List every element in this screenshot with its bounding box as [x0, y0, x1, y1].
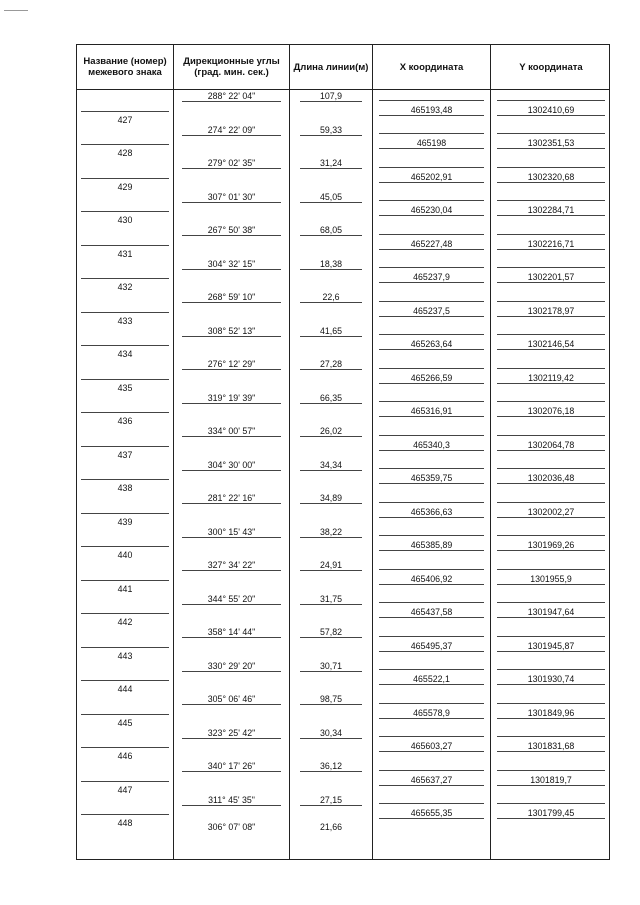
row-underline [497, 751, 605, 752]
row-underline [300, 470, 362, 471]
row-underline [182, 503, 281, 504]
row-underline [182, 202, 281, 203]
header-x-coordinate: X координата [399, 61, 464, 73]
row-underline [379, 703, 484, 704]
row-underline [497, 383, 605, 384]
x-coordinate-cell: 465406,92 [410, 573, 453, 584]
direction-angle-cell: 305° 06' 46" [207, 694, 256, 704]
row-underline [300, 403, 362, 404]
x-coordinate-cell: 465495,37 [410, 640, 453, 651]
row-underline [379, 483, 484, 484]
point-name-cell: 444 [117, 684, 133, 695]
header-line-length: Длина линии(м) [293, 61, 369, 73]
row-underline [379, 115, 484, 116]
line-length-cell: 36,12 [319, 761, 342, 771]
row-underline [379, 751, 484, 752]
y-coordinate-cell: 1302216,71 [527, 238, 575, 249]
row-underline [497, 617, 605, 618]
line-length-cell: 31,24 [319, 158, 342, 168]
row-underline [182, 369, 281, 370]
line-length-cell: 31,75 [319, 593, 342, 604]
row-underline [497, 450, 605, 451]
point-name-cell: 436 [117, 416, 133, 427]
row-underline [379, 383, 484, 384]
point-name-cell: 434 [117, 349, 133, 360]
point-name-cell: 442 [117, 617, 133, 628]
y-coordinate-cell: 1302351,53 [527, 138, 575, 149]
row-underline [300, 738, 362, 739]
y-coordinate-cell: 1302002,27 [527, 506, 575, 517]
line-length-cell: 18,38 [319, 258, 342, 269]
row-underline [379, 803, 484, 804]
row-underline [497, 416, 605, 417]
row-underline [497, 535, 605, 536]
row-underline [379, 334, 484, 335]
y-coordinate-cell: 1302178,97 [527, 305, 575, 316]
row-underline [497, 483, 605, 484]
row-underline [497, 785, 605, 786]
line-length-cell: 34,34 [319, 459, 342, 470]
row-underline [379, 249, 484, 250]
point-name-cell: 435 [117, 382, 133, 393]
direction-angle-cell: 334° 00' 57" [207, 426, 256, 436]
row-underline [81, 345, 169, 346]
point-name-cell: 443 [117, 650, 133, 661]
row-underline [497, 803, 605, 804]
row-underline [379, 234, 484, 235]
row-underline [379, 550, 484, 551]
row-underline [379, 435, 484, 436]
x-coordinate-cell: 465522,1 [413, 674, 450, 685]
row-underline [300, 235, 362, 236]
point-name-cell: 437 [117, 449, 133, 460]
direction-angle-cell: 323° 25' 42" [207, 727, 256, 738]
point-name-cell: 429 [117, 181, 133, 192]
y-coordinate-cell: 1301849,96 [527, 707, 575, 718]
row-underline [379, 736, 484, 737]
row-underline [379, 316, 484, 317]
direction-angle-cell: 306° 07' 08" [207, 822, 256, 832]
row-underline [497, 636, 605, 637]
line-length-cell: 21,66 [319, 822, 342, 832]
row-underline [81, 714, 169, 715]
direction-angle-cell: 279° 02' 35" [207, 158, 256, 168]
y-coordinate-cell: 1301930,74 [527, 674, 575, 685]
line-length-cell: 22,6 [322, 292, 340, 302]
row-underline [81, 580, 169, 581]
x-coordinate-cell: 465266,59 [410, 372, 453, 383]
row-underline [497, 349, 605, 350]
row-underline [497, 334, 605, 335]
row-underline [497, 133, 605, 134]
point-name-cell: 445 [117, 717, 133, 728]
row-underline [81, 111, 169, 112]
y-coordinate-cell: 1302064,78 [527, 439, 575, 450]
row-underline [379, 182, 484, 183]
row-underline [379, 785, 484, 786]
direction-angle-cell: 274° 22' 09" [207, 124, 256, 135]
direction-angle-cell: 319° 19' 39" [207, 392, 256, 403]
row-underline [300, 503, 362, 504]
x-coordinate-cell: 465316,91 [410, 406, 453, 417]
direction-angle-cell: 304° 32' 15" [207, 258, 256, 269]
y-coordinate-cell: 1302284,71 [527, 205, 575, 216]
row-underline [81, 814, 169, 815]
x-coordinate-cell: 465385,89 [410, 540, 453, 551]
row-underline [497, 267, 605, 268]
row-underline [497, 100, 605, 101]
row-underline [81, 312, 169, 313]
row-underline [379, 617, 484, 618]
row-underline [379, 215, 484, 216]
y-coordinate-cell: 1302410,69 [527, 104, 575, 115]
x-coordinate-cell: 465578,9 [413, 707, 450, 718]
direction-angle-cell: 358° 14' 44" [207, 627, 256, 637]
row-underline [300, 637, 362, 638]
direction-angle-cell: 281° 22' 16" [207, 493, 256, 503]
header-y-coordinate: Y координата [519, 61, 583, 73]
y-coordinate-cell: 1301831,68 [527, 741, 575, 752]
row-underline [300, 202, 362, 203]
row-underline [81, 479, 169, 480]
row-underline [379, 502, 484, 503]
row-underline [300, 135, 362, 136]
row-underline [497, 569, 605, 570]
direction-angle-cell: 330° 29' 20" [207, 660, 256, 671]
line-length-cell: 66,35 [319, 392, 342, 403]
row-underline [379, 133, 484, 134]
direction-angle-cell: 311° 45' 35" [208, 794, 255, 805]
row-underline [81, 144, 169, 145]
direction-angle-cell: 307° 01' 30" [207, 191, 256, 202]
row-underline [497, 703, 605, 704]
row-underline [300, 336, 362, 337]
y-coordinate-cell: 1302201,57 [527, 272, 575, 283]
row-underline [182, 637, 281, 638]
point-name-cell: 430 [117, 215, 133, 226]
direction-angle-cell: 276° 12' 29" [207, 359, 256, 369]
row-underline [81, 647, 169, 648]
line-length-cell: 45,05 [319, 191, 342, 202]
row-underline [182, 805, 281, 806]
point-name-cell: 431 [117, 248, 133, 259]
row-underline [379, 651, 484, 652]
row-underline [182, 235, 281, 236]
row-underline [497, 234, 605, 235]
row-underline [497, 368, 605, 369]
row-underline [379, 100, 484, 101]
x-coordinate-cell: 465227,48 [410, 238, 453, 249]
row-underline [182, 269, 281, 270]
direction-angle-cell: 308° 52' 13" [207, 325, 256, 336]
column-divider [490, 45, 491, 859]
row-underline [497, 200, 605, 201]
point-name-cell: 447 [117, 784, 133, 795]
row-underline [497, 115, 605, 116]
row-underline [497, 818, 605, 819]
row-underline [379, 636, 484, 637]
row-underline [497, 718, 605, 719]
line-length-cell: 107,9 [319, 91, 342, 101]
direction-angle-cell: 340° 17' 26" [207, 761, 256, 771]
y-coordinate-cell: 1302076,18 [527, 406, 575, 417]
row-underline [300, 302, 362, 303]
y-coordinate-cell: 1302320,68 [527, 171, 575, 182]
x-coordinate-cell: 465366,63 [410, 506, 453, 517]
row-underline [379, 684, 484, 685]
row-underline [497, 249, 605, 250]
row-underline [182, 704, 281, 705]
row-underline [182, 771, 281, 772]
direction-angle-cell: 300° 15' 43" [207, 526, 256, 537]
row-underline [379, 517, 484, 518]
direction-angle-cell: 268° 59' 10" [207, 292, 256, 302]
row-underline [81, 379, 169, 380]
row-underline [300, 570, 362, 571]
row-underline [497, 584, 605, 585]
row-underline [300, 537, 362, 538]
row-underline [379, 468, 484, 469]
point-name-cell: 432 [117, 282, 133, 293]
line-length-cell: 27,28 [319, 359, 342, 369]
row-underline [379, 818, 484, 819]
row-underline [497, 468, 605, 469]
x-coordinate-cell: 465202,91 [410, 171, 453, 182]
row-underline [81, 211, 169, 212]
row-underline [379, 167, 484, 168]
row-underline [497, 148, 605, 149]
row-underline [182, 738, 281, 739]
row-underline [497, 167, 605, 168]
direction-angle-cell: 288° 22' 04" [207, 91, 256, 101]
row-underline [497, 301, 605, 302]
x-coordinate-cell: 465359,75 [410, 473, 453, 484]
row-underline [497, 602, 605, 603]
row-underline [379, 148, 484, 149]
direction-angle-cell: 344° 55' 20" [207, 593, 256, 604]
row-underline [300, 269, 362, 270]
row-underline [497, 435, 605, 436]
point-name-cell: 446 [117, 751, 133, 762]
row-underline [182, 604, 281, 605]
row-underline [81, 412, 169, 413]
row-underline [300, 671, 362, 672]
line-length-cell: 24,91 [319, 560, 342, 570]
row-underline [497, 502, 605, 503]
row-underline [379, 368, 484, 369]
x-coordinate-cell: 465263,64 [410, 339, 453, 350]
row-underline [81, 747, 169, 748]
row-underline [300, 369, 362, 370]
x-coordinate-cell: 465237,9 [413, 272, 450, 283]
point-name-cell: 441 [117, 583, 133, 594]
row-underline [182, 403, 281, 404]
row-underline [497, 736, 605, 737]
line-length-cell: 34,89 [319, 493, 342, 503]
row-underline [379, 569, 484, 570]
row-underline [379, 282, 484, 283]
row-underline [182, 436, 281, 437]
x-coordinate-cell: 465198 [416, 138, 447, 149]
y-coordinate-cell: 1302119,42 [528, 372, 574, 383]
y-coordinate-cell: 1301945,87 [527, 640, 575, 651]
row-underline [379, 267, 484, 268]
row-underline [497, 401, 605, 402]
x-coordinate-cell: 465603,27 [410, 741, 453, 752]
row-underline [81, 613, 169, 614]
x-coordinate-cell: 465230,04 [410, 205, 453, 216]
line-length-cell: 57,82 [319, 627, 342, 637]
row-underline [497, 316, 605, 317]
row-underline [182, 302, 281, 303]
row-underline [497, 182, 605, 183]
row-underline [379, 584, 484, 585]
line-length-cell: 30,71 [319, 660, 342, 671]
row-underline [379, 301, 484, 302]
row-underline [300, 101, 362, 102]
row-underline [81, 781, 169, 782]
row-underline [81, 680, 169, 681]
y-coordinate-cell: 1301799,45 [527, 808, 575, 819]
row-underline [379, 535, 484, 536]
row-underline [81, 278, 169, 279]
y-coordinate-cell: 1301819,7 [530, 774, 572, 785]
row-underline [497, 669, 605, 670]
row-underline [497, 550, 605, 551]
row-underline [182, 135, 281, 136]
row-underline [379, 718, 484, 719]
line-length-cell: 98,75 [319, 694, 342, 704]
row-underline [497, 215, 605, 216]
row-underline [379, 401, 484, 402]
row-underline [300, 436, 362, 437]
y-coordinate-cell: 1301969,26 [527, 540, 575, 551]
row-underline [379, 349, 484, 350]
row-underline [81, 446, 169, 447]
x-coordinate-cell: 465437,58 [410, 607, 453, 618]
row-underline [497, 282, 605, 283]
row-underline [300, 704, 362, 705]
coordinates-table [76, 44, 610, 860]
point-name-cell: 433 [117, 315, 133, 326]
row-underline [379, 450, 484, 451]
x-coordinate-cell: 465340,3 [413, 439, 450, 450]
row-underline [182, 101, 281, 102]
point-name-cell: 438 [117, 483, 133, 494]
row-underline [81, 245, 169, 246]
row-underline [182, 336, 281, 337]
point-name-cell: 439 [117, 516, 133, 527]
row-underline [379, 602, 484, 603]
row-underline [497, 684, 605, 685]
column-divider [372, 45, 373, 859]
row-underline [182, 570, 281, 571]
row-underline [81, 513, 169, 514]
row-underline [497, 517, 605, 518]
row-underline [379, 770, 484, 771]
y-coordinate-cell: 1301947,64 [527, 607, 575, 618]
line-length-cell: 30,34 [319, 727, 342, 738]
point-name-cell: 440 [117, 550, 133, 561]
line-length-cell: 38,22 [319, 526, 342, 537]
row-underline [182, 470, 281, 471]
x-coordinate-cell: 465237,5 [413, 305, 450, 316]
x-coordinate-cell: 465193,48 [410, 104, 453, 115]
row-underline [379, 200, 484, 201]
header-point-name: Название (номер) межевого знака [83, 56, 167, 78]
y-coordinate-cell: 1302146,54 [527, 339, 575, 350]
row-underline [300, 771, 362, 772]
row-underline [182, 671, 281, 672]
line-length-cell: 26,02 [319, 426, 342, 436]
x-coordinate-cell: 465655,35 [410, 808, 453, 819]
point-name-cell: 427 [117, 114, 133, 125]
header-direction-angle: Дирекционные углы (град. мин. сек.) [183, 56, 280, 78]
row-underline [81, 178, 169, 179]
direction-angle-cell: 267° 50' 38" [207, 225, 256, 235]
point-name-cell: 428 [117, 148, 133, 159]
x-coordinate-cell: 465637,27 [410, 774, 453, 785]
y-coordinate-cell: 1302036,48 [527, 473, 575, 484]
direction-angle-cell: 327° 34' 22" [207, 560, 256, 570]
row-underline [182, 537, 281, 538]
row-underline [300, 168, 362, 169]
line-length-cell: 59,33 [319, 124, 342, 135]
direction-angle-cell: 304° 30' 00" [207, 459, 256, 470]
row-underline [379, 416, 484, 417]
y-coordinate-cell: 1301955,9 [530, 573, 572, 584]
line-length-cell: 27,15 [319, 794, 342, 805]
header-divider [77, 89, 609, 90]
row-underline [497, 651, 605, 652]
row-underline [300, 604, 362, 605]
row-underline [182, 168, 281, 169]
row-underline [379, 669, 484, 670]
row-underline [81, 546, 169, 547]
line-length-cell: 41,65 [319, 325, 342, 336]
point-name-cell: 448 [117, 818, 133, 829]
scan-mark [4, 10, 28, 11]
row-underline [300, 805, 362, 806]
line-length-cell: 68,05 [319, 225, 342, 235]
row-underline [497, 770, 605, 771]
